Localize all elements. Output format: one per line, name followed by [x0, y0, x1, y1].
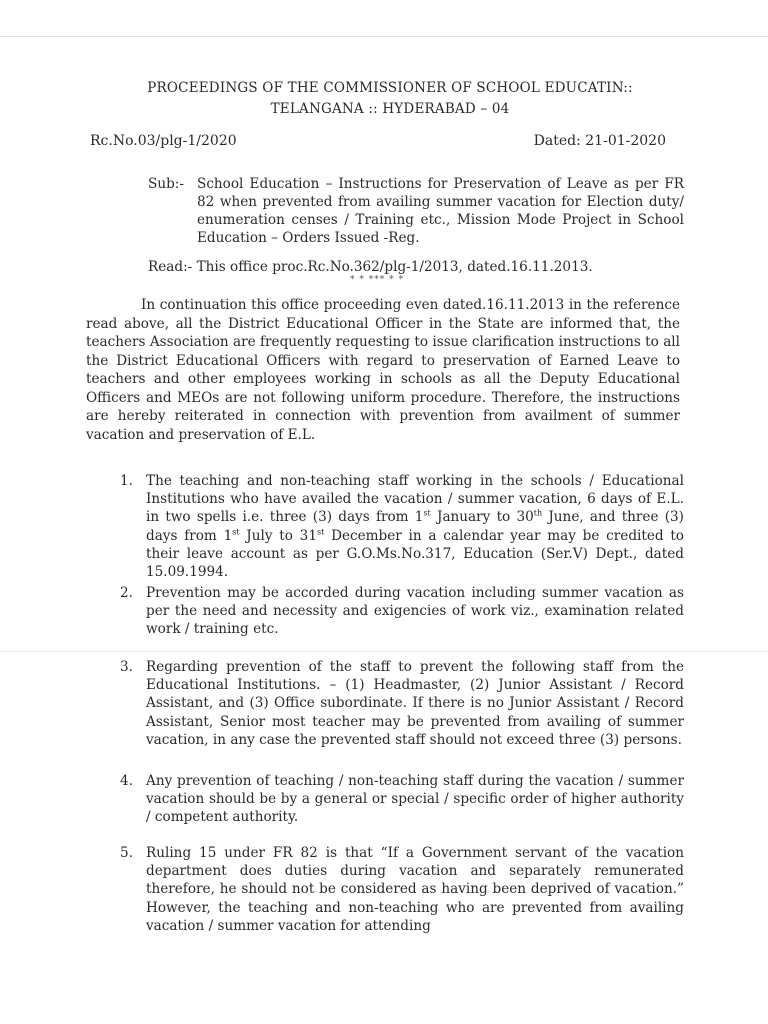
reference-date: Dated: 21-01-2020: [533, 133, 666, 149]
list-item-number: 2.: [120, 585, 133, 601]
list-item-text: Regarding prevention of the staff to prevent the following staff from the Educational Institutions. – (1) Headmaster, (2) Junior Assistant / Record Assistant, and (3) Office subordinate. If there is no Junior Assistant / Record Assistant, Senior most teacher may be prevented from availing of summer vacation, in any case the prevented staff should not exceed three (3) persons.: [146, 659, 684, 748]
separator-stars: * * *** * *: [350, 275, 404, 285]
list-item-2: [120, 584, 684, 639]
list-item-number: 3.: [120, 659, 133, 675]
list-item-text: Ruling 15 under FR 82 is that “If a Government servant of the vacation department does duties during vacation and separately remunerated therefore, he should not be considered as having been deprived of vacation.” However, the teaching and non-teaching who are prevented from availing vacation / summer vacation for attending: [146, 845, 684, 934]
proceedings-header: [90, 78, 690, 120]
list-item-text: Prevention may be accorded during vacation including summer vacation as per the need and necessity and exigencies of work viz., examination related work / training etc.: [146, 585, 684, 638]
intro-paragraph: In continuation this office proceeding even dated.16.11.2013 in the reference read above, all the District Educational Officer in the State are informed that, the teachers Association are frequently requesting to issue clarification instructions to all the District Educational Officers with regard to preservation of Earned Leave to teachers and other employees working in schools as all the Deputy Educational Officers and MEOs are not following uniform procedure. Therefore, the instructions are hereby reiterated in connection with prevention from availment of summer vacation and preservation of E.L.: [86, 297, 680, 443]
header-line-1: PROCEEDINGS OF THE COMMISSIONER OF SCHOOL EDUCATIN::: [147, 80, 633, 96]
list-item-number: 5.: [120, 845, 133, 861]
reference-line: [90, 133, 666, 149]
list-item-text: Any prevention of teaching / non-teaching staff during the vacation / summer vacation should be by a general or special / specific order of higher authority / competent authority.: [146, 773, 684, 826]
header-line-2: TELANGANA :: HYDERABAD – 04: [270, 101, 510, 117]
read-reference: Read:- This office proc.Rc.No.362/plg-1/2013, dated.16.11.2013.: [148, 259, 593, 275]
list-item-3: [120, 658, 684, 749]
list-item-number: 4.: [120, 773, 133, 789]
list-item-1: [120, 472, 684, 581]
list-item-text: The teaching and non-teaching staff working in the schools / Educational Institutions who have availed the vacation / summer vacation, 6 days of E.L. in two spells i.e. three (3) days from 1st January to 30th June, and three (3) days from 1st July to 31st December in a calendar year may be credited to their leave account as per G.O.Ms.No.317, Education (Ser.V) Dept., dated 15.09.1994.: [146, 473, 684, 581]
scan-edge-line: [0, 36, 768, 37]
reference-number: Rc.No.03/plg-1/2020: [90, 133, 237, 149]
subject-text: School Education – Instructions for Preservation of Leave as per FR 82 when prevented from availing summer vacation for Election duty/ enumeration censes / Training etc., Mission Mode Project in School Education – Orders Issued -Reg.: [197, 176, 684, 246]
scan-fold-line: [0, 651, 768, 652]
list-item-5: [120, 844, 684, 935]
subject-block: [148, 175, 684, 247]
list-item-number: 1.: [120, 473, 133, 489]
list-item-4: [120, 772, 684, 827]
subject-label: Sub:-: [148, 176, 184, 192]
